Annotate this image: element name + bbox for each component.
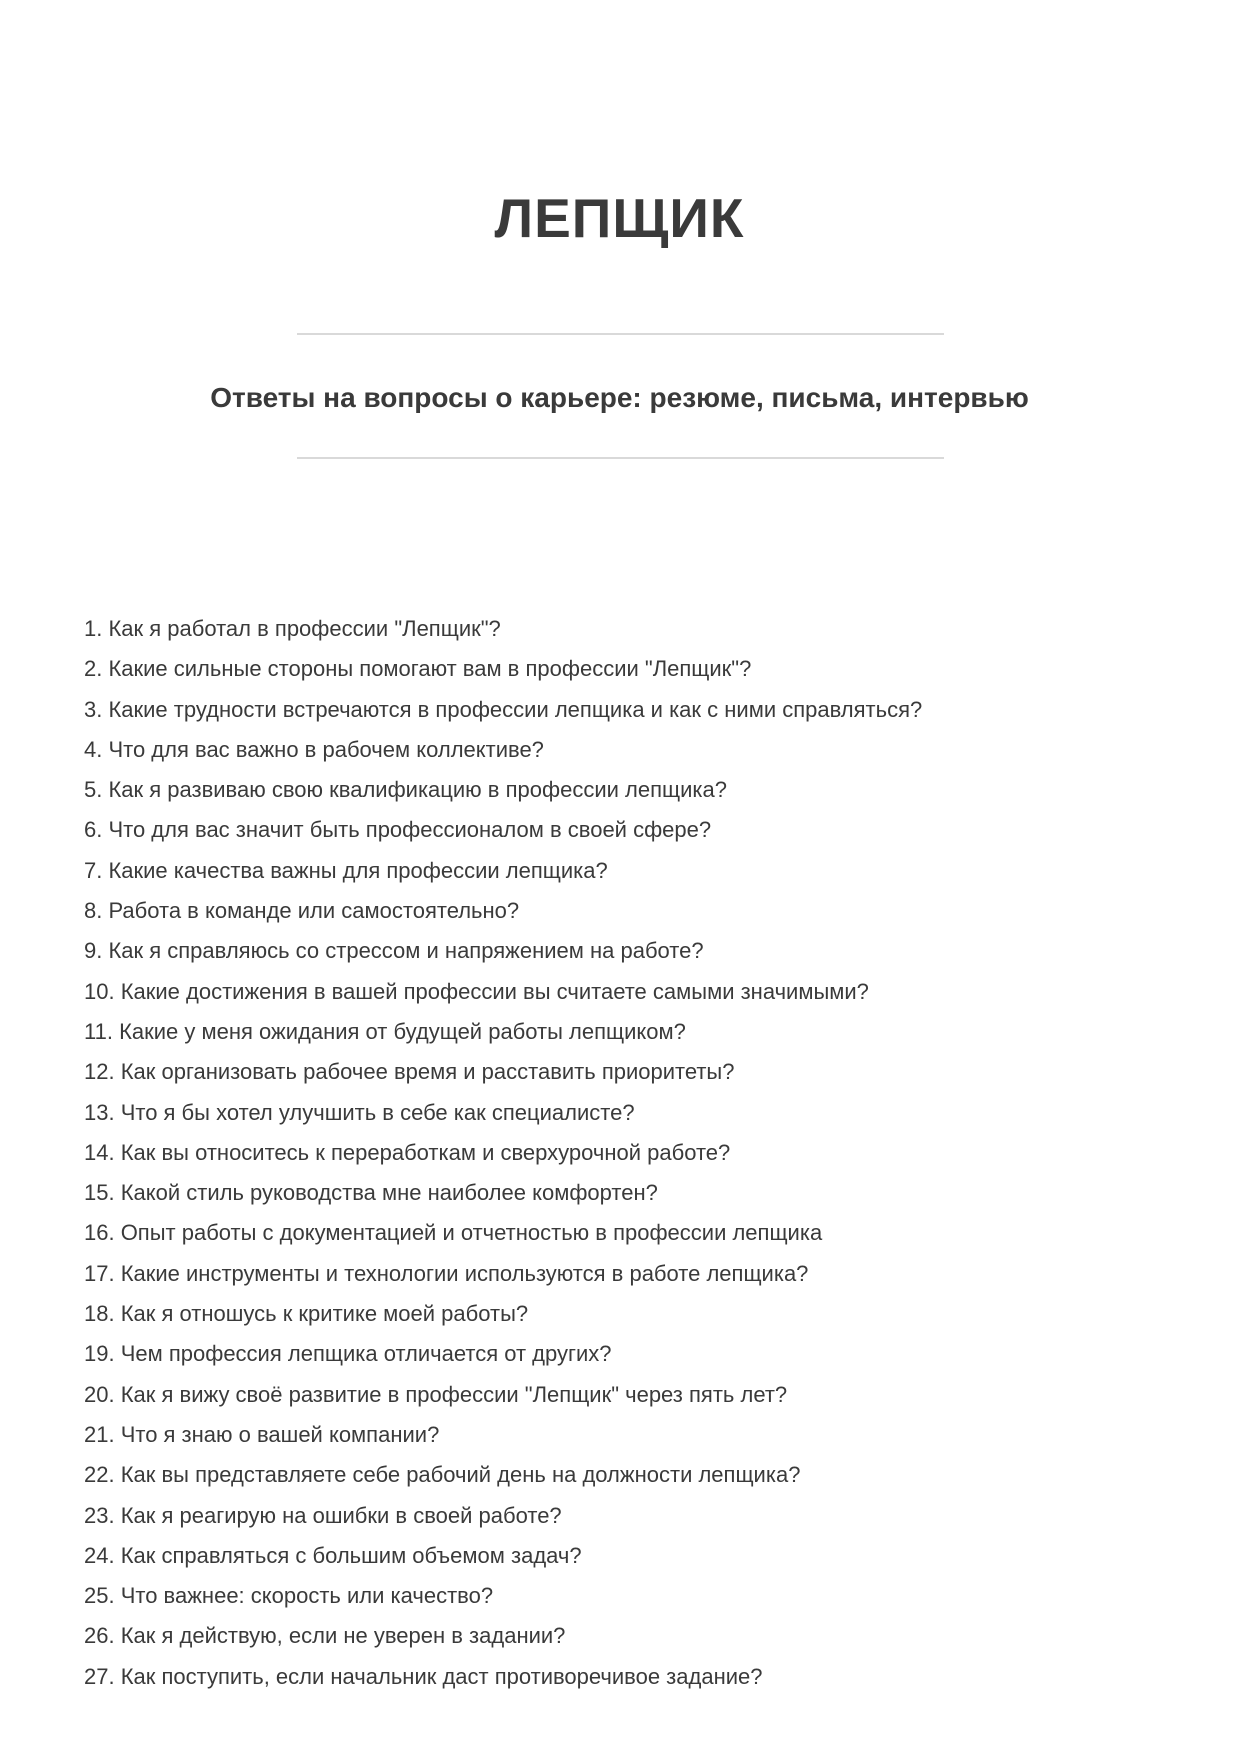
list-item: 7. Какие качества важны для профессии лепщика?	[84, 857, 608, 883]
list-item: 11. Какие у меня ожидания от будущей работы лепщиком?	[84, 1018, 686, 1044]
list-item: 13. Что я бы хотел улучшить в себе как специалисте?	[84, 1099, 635, 1125]
list-item: 4. Что для вас важно в рабочем коллективе?	[84, 736, 544, 762]
list-item: 26. Как я действую, если не уверен в задании?	[84, 1623, 566, 1649]
list-item: 21. Что я знаю о вашей компании?	[84, 1421, 440, 1447]
page-subtitle: Ответы на вопросы о карьере: резюме, письма, интервью	[210, 382, 1029, 413]
list-item: 15. Какой стиль руководства мне наиболее комфортен?	[84, 1180, 658, 1206]
list-item: 17. Какие инструменты и технологии используются в работе лепщика?	[84, 1260, 809, 1286]
list-item: 5. Как я развиваю свою квалификацию в профессии лепщика?	[84, 777, 727, 803]
list-item: 6. Что для вас значит быть профессионалом в своей сфере?	[84, 817, 712, 843]
list-item: 8. Работа в команде или самостоятельно?	[84, 898, 520, 924]
list-item: 9. Как я справляюсь со стрессом и напряжением на работе?	[84, 938, 704, 964]
list-item: 18. Как я отношусь к критике моей работы?	[84, 1301, 529, 1327]
question-list	[84, 609, 1184, 1697]
list-item: 1. Как я работал в профессии "Лепщик"?	[84, 616, 501, 641]
list-item: 19. Чем профессия лепщика отличается от других?	[84, 1341, 612, 1367]
list-item: 2. Какие сильные стороны помогают вам в профессии "Лепщик"?	[84, 656, 752, 682]
list-item: 27. Как поступить, если начальник даст противоречивое задание?	[84, 1663, 763, 1689]
list-item: 16. Опыт работы с документацией и отчетностью в профессии лепщика	[84, 1220, 823, 1246]
list-item: 12. Как организовать рабочее время и расставить приоритеты?	[84, 1059, 735, 1085]
list-item: 22. Как вы представляете себе рабочий день на должности лепщика?	[84, 1462, 801, 1488]
list-item: 14. Как вы относитесь к переработкам и сверхурочной работе?	[84, 1139, 731, 1165]
list-item: 20. Как я вижу своё развитие в профессии "Лепщик" через пять лет?	[84, 1381, 788, 1407]
list-item: 25. Что важнее: скорость или качество?	[84, 1583, 494, 1609]
list-item: 24. Как справляться с большим объемом задач?	[84, 1542, 582, 1568]
divider-top	[297, 333, 944, 335]
list-item: 23. Как я реагирую на ошибки в своей работе?	[84, 1502, 562, 1528]
divider-bottom	[297, 457, 944, 459]
list-item: 3. Какие трудности встречаются в профессии лепщика и как с ними справляться?	[84, 696, 923, 722]
page-title: ЛЕПЩИК	[494, 187, 745, 249]
list-item: 10. Какие достижения в вашей профессии вы считаете самыми значимыми?	[84, 978, 869, 1004]
